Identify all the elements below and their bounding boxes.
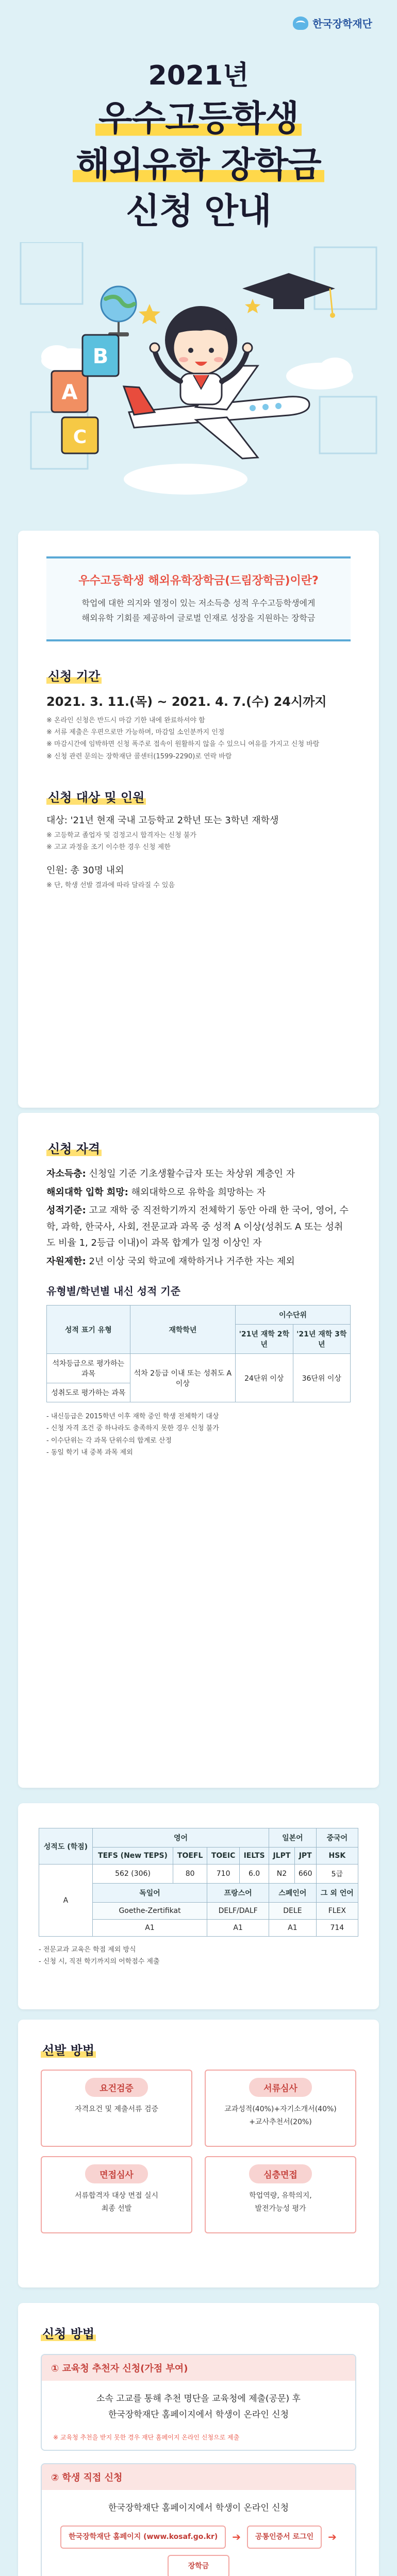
selection-step-body: 학업역량, 유학의지, [249,2192,312,2200]
hero-title-line1-text: 우수고등학생 [95,98,302,139]
procedure-step-body [42,2490,355,2576]
bg-tile [315,247,376,309]
selection-step-head: 면접심사 [85,2164,148,2183]
procedure-step-line: 한국장학재단 홈페이지에서 학생이 온라인 신청 [108,2409,289,2420]
book-letter-a: A [61,381,78,404]
grade-table [46,1305,351,1402]
selection-title [41,2040,96,2058]
table-cell: DELF/DALF [207,1903,269,1920]
intro-question [57,572,340,588]
grade-table-title: 유형별/학년별 내신 성적 기준 [46,1285,181,1297]
qualification-title-text: 신청 자격 [46,1142,102,1156]
foot-note: - 신청 자격 조건 중 하나라도 충족하지 못한 경우 신청 불가 [46,1425,219,1433]
selection-step-head: 서류심사 [249,2078,312,2097]
period-date: 2021. 3. 11.(목) ~ 2021. 4. 7.(수) 24시까지 [46,694,327,709]
selection-step-head: 심층면접 [249,2164,312,2183]
intro-card [18,531,379,1108]
hero-year: 2021년 [148,60,249,91]
language-table-subhead: HSK [316,1848,358,1865]
selection-card [18,2020,379,2287]
procedure-flow [53,2526,344,2576]
hero-title-line2-text: 해외유학 장학금 [73,145,324,185]
language-table [39,1828,358,1937]
language-table-head: 그 외 언어 [316,1884,358,1903]
table-cell: 24단위 이상 [236,1354,293,1402]
selection-step-body: 최종 선발 [101,2205,132,2213]
selection-step [205,2070,356,2147]
language-note: - 전문교과 교육은 학점 제외 방식 [39,1946,136,1954]
table-cell: DELE [269,1903,317,1920]
procedure-step-1 [41,2354,356,2451]
procedure-step-line: 한국장학재단 홈페이지에서 학생이 온라인 신청 [108,2503,289,2514]
qualification-item [46,1184,351,1201]
period-title-text: 신청 기간 [46,669,102,684]
period-section [46,666,351,763]
selection-step-body: +교사추천서(20%) [249,2118,312,2127]
qualification-card [18,1113,379,1788]
period-note-1: ※ 온라인 신청은 반드시 마감 기한 내에 완료하셔야 함 [46,716,205,724]
intro-box [46,556,351,641]
arrow-right-icon: ➔ [232,2531,241,2544]
language-table-head: 성적도 (학점) [39,1828,93,1865]
grade-table-subhead: '21년 재학 2학년 [236,1325,293,1354]
language-table-head: 스페인어 [269,1884,317,1903]
qualification-title [46,1139,102,1157]
student-character-icon [124,299,309,459]
language-notes [39,1944,358,1968]
selection-step [41,2156,192,2233]
target-line: 대상: '21년 현재 국내 고등학교 2학년 또는 3학년 재학생 [46,815,279,826]
selection-step [205,2156,356,2233]
logo[interactable] [293,15,372,30]
selection-grid [41,2070,356,2233]
qualification-item-text: 고교 재학 중 직전학기까지 전체학기 동안 아래 한 국어, 영어, 수학, 과학, 한국사, 사회, 전문교과 과목 중 성적 A 이상(성취도 A 또는 성취도 비율 1, 2등급 이내)이 과목 합계가 일정 이상인 자 [46,1205,349,1248]
flow-step[interactable]: 장학금 [168,2555,229,2576]
intro-desc-1: 학업에 대한 의지와 열정이 있는 저소득층 성적 우수고등학생에게 [81,598,316,608]
qualification-item-text: 2년 이상 국외 학교에 재학하거나 거주한 자는 제외 [89,1256,295,1267]
procedure-step-head: ① 교육청 추천자 신청(가점 부여) [42,2355,355,2381]
hero-title-line3-text: 신청 안내 [126,191,271,232]
procedure-step-head: ② 학생 직접 신청 [42,2464,355,2490]
language-table-subhead: TOEFL [173,1848,207,1865]
period-title [46,666,102,684]
table-cell: 660 [294,1865,316,1884]
period-note-2: ※ 서류 제출은 우편으로만 가능하며, 마감일 소인분까지 인정 [46,728,225,736]
flow-step[interactable]: 한국장학재단 홈페이지 (www.kosaf.go.kr) [60,2526,226,2549]
bg-tile [320,397,376,453]
qualification-item-label: 해외대학 입학 희망: [46,1187,128,1198]
language-table-subhead: JLPT [269,1848,295,1865]
procedure-title-text: 신청 방법 [41,2327,96,2341]
procedure-step-2 [41,2463,356,2576]
table-cell: 성취도로 평가하는 과목 [47,1383,130,1402]
selection-step-body: 발전가능성 평가 [255,2205,306,2213]
flow-step[interactable]: 공통인증서 로그인 [247,2526,322,2549]
table-cell: 6.0 [240,1865,269,1884]
foot-note: - 동일 학기 내 중복 과목 제외 [46,1449,133,1457]
table-cell: A1 [207,1920,269,1937]
qualification-item [46,1202,351,1251]
hero-title-line3 [0,183,397,233]
procedure-card [18,2303,379,2576]
language-table-head: 프랑스어 [207,1884,269,1903]
qualification-item [46,1253,351,1270]
bg-tile [21,242,82,304]
hero-banner [0,0,397,515]
logo-icon [293,16,308,30]
table-cell: FLEX [316,1903,358,1920]
globe-icon [101,286,136,336]
arrow-right-icon: ➔ [328,2531,337,2544]
qualification-item-label: 자소득층: [46,1168,86,1179]
grade-table-head: 이수단위 [236,1306,351,1325]
logo-text: 한국장학재단 [312,18,372,30]
procedure-step-note: ※ 교육청 추천을 받지 못한 경우 재단 홈페이지 온라인 신청으로 제출 [53,2434,240,2442]
foot-note: - 내신등급은 2015학년 이후 재학 중인 학생 전체학기 대상 [46,1413,219,1420]
qualification-item-text: 신청일 기준 기초생활수급자 또는 차상위 계층인 자 [89,1168,295,1179]
procedure-step-body [42,2381,355,2433]
qualification-item-label: 자원제한: [46,1256,86,1267]
language-table-head: 중국어 [316,1828,358,1848]
table-row [39,1865,358,1884]
grade-table-head: 재학학년 [130,1306,235,1354]
target-quota: 인원: 총 30명 내외 [46,865,124,876]
table-row [47,1354,351,1383]
language-table-head: 독일어 [92,1884,207,1903]
language-note: - 신청 시, 직전 학기까지의 어학점수 제출 [39,1958,160,1966]
period-note-4: ※ 신청 관련 문의는 장학재단 콜센터(1599-2290)로 연락 바람 [46,752,232,760]
target-section [46,787,351,891]
selection-step-body: 자격요건 및 제출서류 검증 [74,2105,159,2113]
selection-step-head: 요건검증 [85,2078,148,2097]
table-cell: 562 (306) [92,1865,173,1884]
table-cell: A [39,1865,93,1937]
procedure-title [41,2324,96,2342]
target-note-2: ※ 고교 과정을 조기 이수한 경우 신청 제한 [46,843,171,851]
hero-illustration [0,242,397,500]
table-cell: Goethe-Zertifikat [92,1903,207,1920]
qualification-foot-notes [46,1411,351,1459]
language-table-head: 일본어 [269,1828,317,1848]
grade-table-head: 성적 표기 유형 [47,1306,130,1354]
qualification-item-text: 해외대학으로 유학을 희망하는 자 [131,1187,266,1198]
period-note-3: ※ 마감시간에 임박하면 신청 폭주로 접속이 원활하지 않을 수 있으니 여유를 가지고 신청 바람 [46,740,320,749]
selection-step-body: 교과성적(40%)+자기소개서(40%) [224,2105,337,2113]
target-title [46,787,146,805]
table-cell: 36단위 이상 [293,1354,350,1402]
language-card [18,1803,379,2009]
table-cell: 710 [207,1865,240,1884]
table-cell: 석차등급으로 평가하는 과목 [47,1354,130,1383]
table-cell: 80 [173,1865,207,1884]
language-table-subhead: IELTS [240,1848,269,1865]
intro-question-text: 우수고등학생 해외유학장학금(드림장학금)이란? [78,574,319,587]
table-cell: A1 [269,1920,317,1937]
foot-note: - 이수단위는 각 과목 단위수의 합계로 산정 [46,1436,172,1445]
intro-desc-2: 해외유학 기회를 제공하여 글로벌 인재로 성장을 지원하는 장학금 [81,613,316,623]
selection-step [41,2070,192,2147]
language-table-head: 영어 [92,1828,269,1848]
table-cell: 석차 2등급 이내 또는 성취도 A 이상 [130,1354,235,1402]
language-table-subhead: JPT [294,1848,316,1865]
target-title-text: 신청 대상 및 인원 [46,790,146,805]
book-letter-b: B [92,345,109,368]
table-cell: 5급 [316,1865,358,1884]
language-table-subhead: TEFS (New TEPS) [92,1848,173,1865]
grade-table-subhead: '21년 재학 3학년 [293,1325,350,1354]
language-table-subhead: TOEIC [207,1848,240,1865]
hero-title-line2 [0,137,397,187]
table-cell: A1 [92,1920,207,1937]
table-cell: 714 [316,1920,358,1937]
book-letter-c: C [73,427,87,448]
table-cell: N2 [269,1865,295,1884]
target-quota-note: ※ 단, 학생 선발 결과에 따라 달라질 수 있음 [46,881,175,889]
qualification-item [46,1166,351,1182]
procedure-step-line: 소속 고교를 통해 추천 명단을 교육청에 제출(공문) 후 [96,2394,301,2404]
qualification-item-label: 성적기준: [46,1205,86,1216]
selection-title-text: 선발 방법 [41,2043,96,2058]
selection-step-body: 서류합격자 대상 면접 실시 [74,2192,159,2200]
hero-title-line1 [0,91,397,141]
target-note-1: ※ 고등학교 졸업자 및 검정고시 합격자는 신청 불가 [46,831,196,839]
